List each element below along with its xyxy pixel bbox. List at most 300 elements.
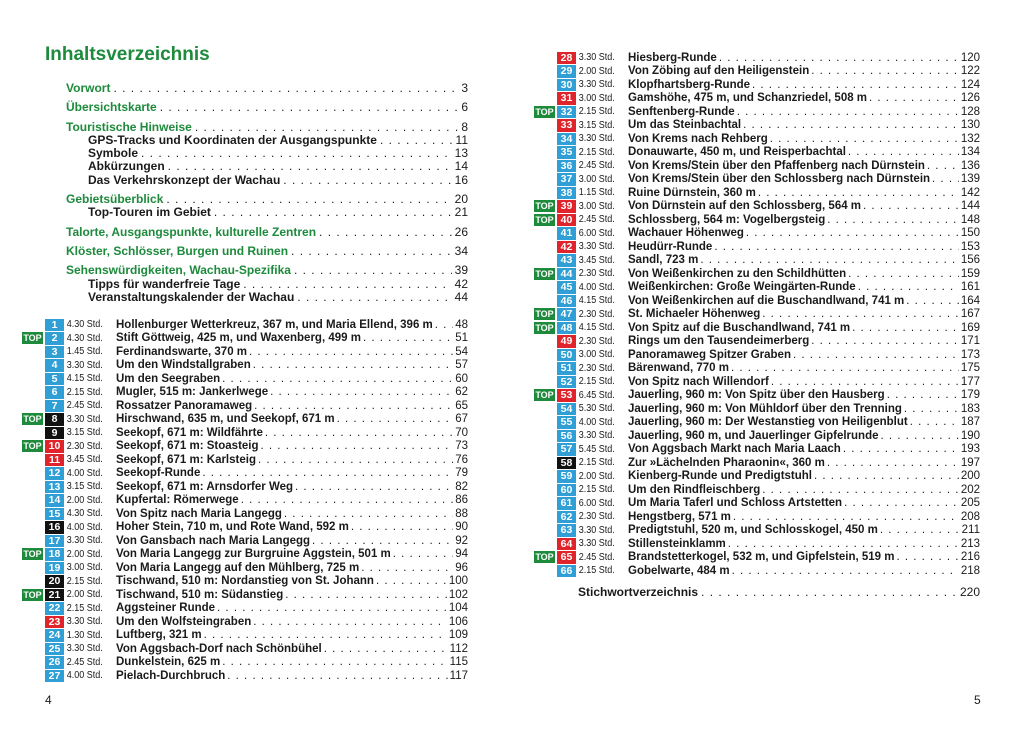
tour-number-badge: 14 xyxy=(45,494,64,507)
top-badge: TOP xyxy=(535,106,554,117)
top-badge xyxy=(534,160,555,172)
tour-number-badge: 13 xyxy=(45,481,64,494)
tour-page: 200 xyxy=(960,470,980,483)
tour-entry[interactable] xyxy=(22,588,468,602)
top-badge xyxy=(22,467,43,479)
toc-label: Sehenswürdigkeiten, Wachau-Spezifika xyxy=(66,263,291,278)
dot-leader xyxy=(380,134,453,147)
tour-duration: 3.15 Std. xyxy=(578,119,615,131)
tour-number-badge: 17 xyxy=(45,535,64,548)
tour-entry[interactable] xyxy=(534,335,980,349)
tour-duration: 2.15 Std. xyxy=(66,602,103,614)
toc-entry[interactable] xyxy=(66,174,468,187)
toc-page: 3 xyxy=(461,81,468,95)
toc-label: Vorwort xyxy=(66,81,111,95)
tour-number-badge: 1 xyxy=(45,319,64,332)
tour-number-badge: 12 xyxy=(45,467,64,480)
top-badge xyxy=(534,538,555,550)
toc-label: Veranstaltungskalender der Wachau xyxy=(88,289,295,304)
dot-leader xyxy=(887,389,959,401)
tour-duration: 2.30 Std. xyxy=(578,308,615,320)
top-badge xyxy=(534,173,555,185)
tour-name: Stillensteinklamm xyxy=(628,537,726,550)
tour-entry[interactable] xyxy=(22,561,468,575)
tour-name: Von Gansbach nach Maria Langegg xyxy=(116,534,311,547)
top-badge xyxy=(22,521,43,533)
toc-entry[interactable] xyxy=(66,245,468,258)
tour-number-badge: 30 xyxy=(557,79,576,92)
tour-page: 179 xyxy=(960,389,980,402)
tour-name: Tischwand, 510 m: Nordanstieg von St. Johann xyxy=(116,575,374,588)
tour-duration: 2.15 Std. xyxy=(578,565,615,577)
tour-entry[interactable] xyxy=(534,402,980,416)
tour-entry[interactable] xyxy=(534,321,980,335)
tour-entry[interactable] xyxy=(534,348,980,362)
tour-name: Heudürr-Runde xyxy=(628,240,713,253)
tour-number-badge: 22 xyxy=(45,602,64,615)
toc-label: Gebietsüberblick xyxy=(66,192,164,207)
dot-leader xyxy=(814,470,959,482)
tour-name: Um den Wolfsteingraben xyxy=(116,615,252,628)
tour-entry[interactable] xyxy=(22,548,468,562)
dot-leader xyxy=(254,400,453,412)
tour-entry[interactable] xyxy=(534,267,980,281)
tour-page: 73 xyxy=(455,440,468,453)
tour-entry[interactable] xyxy=(534,119,980,133)
tour-number-badge: 42 xyxy=(557,241,576,254)
page-number-right: 5 xyxy=(974,693,981,707)
tour-name: Zur »Lächelnden Pharaonin«, 360 m xyxy=(628,456,825,469)
dot-leader xyxy=(141,147,452,160)
tour-name: Rings um den Tausendeimerberg xyxy=(628,335,810,348)
tour-entry[interactable] xyxy=(534,213,980,227)
tour-duration: 4.00 Std. xyxy=(578,416,615,428)
dot-leader xyxy=(770,133,959,145)
tour-duration: 3.00 Std. xyxy=(66,562,103,574)
tour-duration: 2.30 Std. xyxy=(578,268,615,280)
tour-name: Wachauer Höhenweg xyxy=(628,227,744,240)
dot-leader xyxy=(732,565,959,577)
tour-page: 213 xyxy=(960,537,980,550)
tour-page: 126 xyxy=(960,92,980,105)
dot-leader xyxy=(363,332,453,344)
toc-entry[interactable] xyxy=(66,160,468,173)
top-badge xyxy=(534,119,555,131)
top-badge xyxy=(22,575,43,587)
tour-entry[interactable] xyxy=(22,615,468,629)
tour-page: 100 xyxy=(448,575,468,588)
tour-duration: 4.00 Std. xyxy=(66,521,103,533)
tour-entry[interactable] xyxy=(22,440,468,454)
tour-number-badge: 62 xyxy=(557,511,576,524)
toc-page: 34 xyxy=(454,243,468,258)
tour-number-badge: 44 xyxy=(557,268,576,281)
dot-leader xyxy=(166,193,451,206)
top-badge xyxy=(22,535,43,547)
top-badge xyxy=(22,481,43,493)
tour-page: 197 xyxy=(960,456,980,469)
toc-entry[interactable] xyxy=(66,278,468,291)
dot-leader xyxy=(253,616,447,628)
tour-number-badge: 25 xyxy=(45,643,64,656)
dot-leader xyxy=(265,427,453,439)
toc-page: 39 xyxy=(454,263,468,278)
tour-page: 96 xyxy=(455,561,468,574)
tour-entry[interactable] xyxy=(534,159,980,173)
top-badge: TOP xyxy=(23,441,42,452)
tour-duration: 3.30 Std. xyxy=(578,79,615,91)
dot-leader xyxy=(324,643,448,655)
tour-duration: 2.15 Std. xyxy=(66,386,103,398)
tour-entry[interactable] xyxy=(22,467,468,481)
tour-entry[interactable] xyxy=(534,254,980,268)
dot-leader xyxy=(858,281,959,293)
tour-duration: 2.45 Std. xyxy=(66,400,103,412)
tour-entry[interactable] xyxy=(22,426,468,440)
tour-name: Von Spitz nach Willendorf xyxy=(628,375,769,388)
tour-entry[interactable] xyxy=(534,524,980,538)
tour-entry[interactable] xyxy=(22,602,468,616)
tour-page: 139 xyxy=(960,173,980,186)
dot-leader xyxy=(852,322,959,334)
tour-number-badge: 19 xyxy=(45,562,64,575)
dot-leader xyxy=(249,346,453,358)
tour-entry[interactable] xyxy=(534,497,980,511)
dot-leader xyxy=(195,121,459,134)
tour-number-badge: 5 xyxy=(45,373,64,386)
tour-number-badge: 7 xyxy=(45,400,64,413)
toc-entry[interactable] xyxy=(66,206,468,219)
tour-name: Um den Seegraben xyxy=(116,372,221,385)
tour-entry[interactable] xyxy=(22,345,468,359)
tour-entry[interactable] xyxy=(534,443,980,457)
tour-entry[interactable] xyxy=(22,386,468,400)
tour-page: 175 xyxy=(960,362,980,375)
top-badge xyxy=(534,362,555,374)
tour-entry[interactable] xyxy=(22,359,468,373)
tour-page: 90 xyxy=(455,521,468,534)
dot-leader xyxy=(731,362,959,374)
toc-page: 6 xyxy=(461,100,468,115)
page-number-left: 4 xyxy=(45,693,52,707)
top-badge xyxy=(22,629,43,641)
tour-name: Aggsteiner Runde xyxy=(116,602,216,615)
tour-entry[interactable] xyxy=(534,510,980,524)
top-badge xyxy=(534,524,555,536)
tour-page: 205 xyxy=(960,497,980,510)
tour-entry[interactable] xyxy=(534,389,980,403)
tour-page: 57 xyxy=(455,359,468,372)
tour-name: Brandstetterkogel, 532 m, und Gipfelstein, 519 m xyxy=(628,551,895,564)
tour-name: Hengstberg, 571 m xyxy=(628,510,731,523)
tour-entry[interactable] xyxy=(534,564,980,578)
dot-leader xyxy=(222,656,447,668)
toc-entry[interactable] xyxy=(66,82,468,95)
tour-number-badge: 27 xyxy=(45,670,64,683)
tour-entry[interactable] xyxy=(22,399,468,413)
tour-entry[interactable] xyxy=(534,173,980,187)
tour-duration: 6.00 Std. xyxy=(578,227,615,239)
tour-page: 120 xyxy=(960,51,980,64)
dot-leader xyxy=(435,319,453,331)
tour-entry[interactable] xyxy=(22,507,468,521)
tour-duration: 2.30 Std. xyxy=(578,362,615,374)
tour-number-badge: 16 xyxy=(45,521,64,534)
tour-name: Von Spitz nach Maria Langegg xyxy=(116,507,282,520)
tour-entry[interactable] xyxy=(534,65,980,79)
tour-duration: 5.45 Std. xyxy=(578,443,615,455)
top-badge xyxy=(534,470,555,482)
tour-number-badge: 59 xyxy=(557,470,576,483)
index-page: 220 xyxy=(959,585,980,599)
tour-page: 122 xyxy=(960,65,980,78)
tour-duration: 2.30 Std. xyxy=(66,440,103,452)
tour-entry[interactable] xyxy=(534,537,980,551)
tour-page: 132 xyxy=(960,132,980,145)
tour-number-badge: 45 xyxy=(557,281,576,294)
toc-label: Übersichtskarte xyxy=(66,100,157,115)
toc-entry[interactable] xyxy=(66,147,468,160)
tour-entry[interactable] xyxy=(22,453,468,467)
tour-number-badge: 36 xyxy=(557,160,576,173)
tour-entry[interactable] xyxy=(22,494,468,508)
tour-name: Rossatzer Panoramaweg xyxy=(116,399,253,412)
dot-leader xyxy=(319,226,452,239)
toc-label: Tipps für wanderfreie Tage xyxy=(88,276,241,291)
top-badge xyxy=(534,565,555,577)
top-badge xyxy=(22,508,43,520)
tour-name: Von Krems/Stein über den Schlossberg nach Dürnstein xyxy=(628,173,931,186)
dot-leader xyxy=(204,629,447,641)
tour-entry[interactable] xyxy=(534,429,980,443)
tour-number-badge: 4 xyxy=(45,359,64,372)
tour-entry[interactable] xyxy=(22,629,468,643)
tour-name: Jauerling, 960 m: Von Mühldorf über den Trenning xyxy=(628,402,902,415)
tour-name: Bärenwand, 770 m xyxy=(628,362,729,375)
tour-name: Von Krems/Stein über den Pfaffenberg nach Dürnstein xyxy=(628,159,925,172)
tour-entry[interactable] xyxy=(22,534,468,548)
dot-leader xyxy=(337,413,454,425)
tour-duration: 4.30 Std. xyxy=(66,332,103,344)
dot-leader xyxy=(285,589,447,601)
toc-entry[interactable] xyxy=(66,291,468,304)
tour-name: Um das Steinbachtal xyxy=(628,119,742,132)
tour-duration: 2.00 Std. xyxy=(578,65,615,77)
tour-number-badge: 23 xyxy=(45,616,64,629)
top-badge xyxy=(534,430,555,442)
tour-entry[interactable] xyxy=(22,521,468,535)
dot-leader xyxy=(848,268,959,280)
tour-entry[interactable] xyxy=(534,51,980,65)
tour-entry[interactable] xyxy=(534,470,980,484)
top-badge xyxy=(22,670,43,682)
tour-number-badge: 53 xyxy=(557,389,576,402)
dot-leader xyxy=(733,511,959,523)
tour-duration: 2.15 Std. xyxy=(578,376,615,388)
tour-entry[interactable] xyxy=(534,281,980,295)
tour-page: 51 xyxy=(455,332,468,345)
tour-duration: 2.15 Std. xyxy=(578,457,615,469)
tour-number-badge: 24 xyxy=(45,629,64,642)
dot-leader xyxy=(253,359,453,371)
tour-entry[interactable] xyxy=(22,372,468,386)
tour-number-badge: 9 xyxy=(45,427,64,440)
tour-number-badge: 41 xyxy=(557,227,576,240)
tour-number-badge: 56 xyxy=(557,430,576,443)
tour-entry[interactable] xyxy=(534,92,980,106)
tour-page: 161 xyxy=(960,281,980,294)
tour-number-badge: 66 xyxy=(557,565,576,578)
tour-page: 92 xyxy=(455,534,468,547)
dot-leader xyxy=(932,173,959,185)
dot-leader xyxy=(719,52,959,64)
tour-name: Senftenberg-Runde xyxy=(628,105,735,118)
tour-entry[interactable] xyxy=(534,362,980,376)
tour-entry[interactable] xyxy=(534,240,980,254)
toc-entry[interactable] xyxy=(66,264,468,277)
tour-page: 65 xyxy=(455,399,468,412)
tour-number-badge: 58 xyxy=(557,457,576,470)
tour-entry[interactable] xyxy=(534,294,980,308)
tour-duration: 3.00 Std. xyxy=(578,200,615,212)
index-entry[interactable] xyxy=(578,585,980,599)
dot-leader xyxy=(214,206,452,219)
tour-page: 153 xyxy=(960,240,980,253)
tour-entry[interactable] xyxy=(534,375,980,389)
tour-number-badge: 11 xyxy=(45,454,64,467)
tour-name: Kupfertal: Römerwege xyxy=(116,494,239,507)
top-badge xyxy=(534,79,555,91)
tour-duration: 2.00 Std. xyxy=(66,494,103,506)
toc-label: Symbole xyxy=(88,146,139,161)
tour-page: 216 xyxy=(960,551,980,564)
tour-number-badge: 31 xyxy=(557,92,576,105)
tour-entry[interactable] xyxy=(534,483,980,497)
tour-duration: 3.15 Std. xyxy=(66,481,103,493)
toc-label: Klöster, Schlösser, Burgen und Ruinen xyxy=(66,243,289,258)
tour-entry[interactable] xyxy=(22,480,468,494)
tour-list-right xyxy=(534,51,980,578)
tour-number-badge: 20 xyxy=(45,575,64,588)
tour-number-badge: 64 xyxy=(557,538,576,551)
top-badge xyxy=(22,494,43,506)
tour-page: 82 xyxy=(455,480,468,493)
tour-name: Um Maria Taferl und Schloss Artstetten xyxy=(628,497,843,510)
toc-entry[interactable] xyxy=(66,226,468,239)
tour-number-badge: 43 xyxy=(557,254,576,267)
tour-number-badge: 3 xyxy=(45,346,64,359)
dot-leader xyxy=(217,602,447,614)
tour-name: Hiesberg-Runde xyxy=(628,51,717,64)
tour-number-badge: 34 xyxy=(557,133,576,146)
top-badge xyxy=(22,562,43,574)
tour-number-badge: 47 xyxy=(557,308,576,321)
tour-duration: 3.30 Std. xyxy=(578,52,615,64)
tour-name: Jauerling, 960 m, und Jauerlinger Gipfelrunde xyxy=(628,429,879,442)
tour-entry[interactable] xyxy=(22,669,468,683)
dot-leader xyxy=(113,82,458,95)
tour-entry[interactable] xyxy=(534,146,980,160)
dot-leader xyxy=(227,670,447,682)
dot-leader xyxy=(762,484,959,496)
tour-page: 148 xyxy=(960,213,980,226)
tour-entry[interactable] xyxy=(534,105,980,119)
tour-page: 144 xyxy=(960,200,980,213)
tour-duration: 6.45 Std. xyxy=(578,389,615,401)
top-badge xyxy=(534,92,555,104)
tour-page: 183 xyxy=(960,402,980,415)
tour-duration: 3.00 Std. xyxy=(578,349,615,361)
top-badge xyxy=(22,386,43,398)
tour-duration: 3.30 Std. xyxy=(66,535,103,547)
tour-name: Mugler, 515 m: Jankerlwege xyxy=(116,386,269,399)
tour-duration: 4.30 Std. xyxy=(66,319,103,331)
tour-entry[interactable] xyxy=(22,413,468,427)
tour-page: 150 xyxy=(960,227,980,240)
tour-page: 109 xyxy=(448,629,468,642)
tour-number-badge: 54 xyxy=(557,403,576,416)
dot-leader xyxy=(700,254,959,266)
toc-entry[interactable] xyxy=(66,101,468,114)
tour-entry[interactable] xyxy=(534,227,980,241)
dot-leader xyxy=(241,494,454,506)
tour-page: 115 xyxy=(449,656,468,669)
tour-entry[interactable] xyxy=(534,200,980,214)
tour-entry[interactable] xyxy=(534,308,980,322)
dot-leader xyxy=(758,187,959,199)
toc-entry[interactable] xyxy=(66,193,468,206)
tour-page: 60 xyxy=(455,372,468,385)
top-badge: TOP xyxy=(535,322,554,333)
top-badge xyxy=(534,146,555,158)
tour-entry[interactable] xyxy=(534,132,980,146)
tour-number-badge: 63 xyxy=(557,524,576,537)
tour-page: 48 xyxy=(455,318,468,331)
toc-page: 26 xyxy=(454,224,468,239)
dot-leader xyxy=(283,174,451,187)
dot-leader xyxy=(904,403,959,415)
tour-name: Pielach-Durchbruch xyxy=(116,669,226,682)
tour-name: Von Maria Langegg auf den Mühlberg, 725 m xyxy=(116,561,360,574)
tour-duration: 5.30 Std. xyxy=(578,403,615,415)
toc-entry[interactable] xyxy=(66,121,468,134)
tour-number-badge: 37 xyxy=(557,173,576,186)
tour-name: Klopfhartsberg-Runde xyxy=(628,78,751,91)
tour-duration: 4.00 Std. xyxy=(66,670,103,682)
dot-leader xyxy=(752,79,959,91)
tour-entry[interactable] xyxy=(534,551,980,565)
dot-leader xyxy=(743,119,959,131)
top-badge xyxy=(534,416,555,428)
top-badge xyxy=(22,602,43,614)
toc-entry[interactable] xyxy=(66,134,468,147)
tour-entry[interactable] xyxy=(22,332,468,346)
tour-name: Gobelwarte, 484 m xyxy=(628,564,730,577)
dot-leader xyxy=(714,241,958,253)
tour-entry[interactable] xyxy=(534,186,980,200)
tour-entry[interactable] xyxy=(22,642,468,656)
tour-entry[interactable] xyxy=(534,456,980,470)
top-badge xyxy=(22,359,43,371)
tour-entry[interactable] xyxy=(22,575,468,589)
tour-entry[interactable] xyxy=(534,78,980,92)
dot-leader xyxy=(811,335,959,347)
tour-duration: 4.15 Std. xyxy=(66,373,103,385)
tour-name: Von Weißenkirchen auf die Buschandlwand, 741 m xyxy=(628,294,905,307)
tour-entry[interactable] xyxy=(22,318,468,332)
tour-entry[interactable] xyxy=(534,416,980,430)
tour-entry[interactable] xyxy=(22,656,468,670)
